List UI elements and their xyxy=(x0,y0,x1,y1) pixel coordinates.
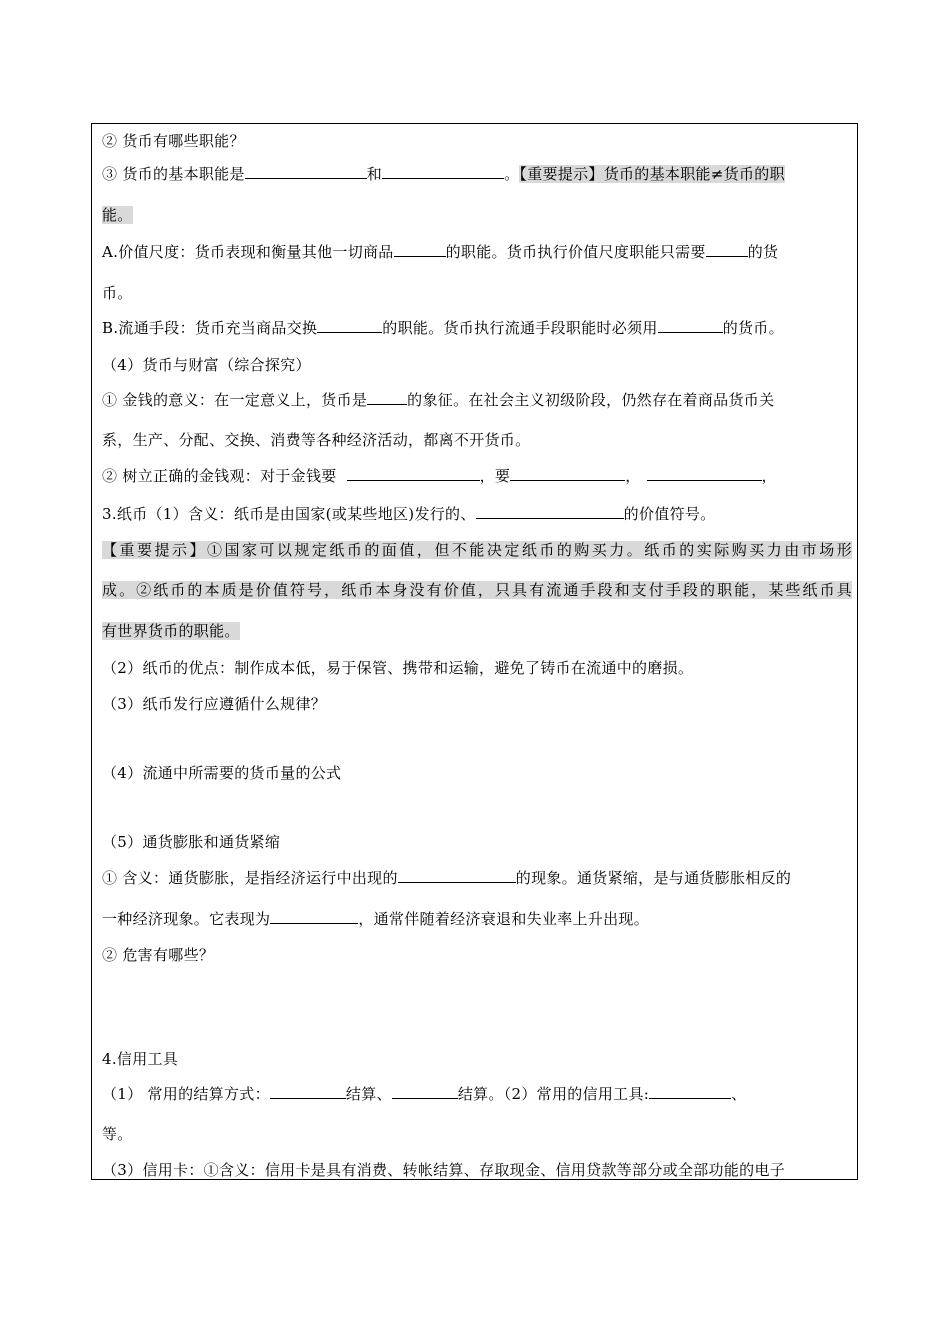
answer-blank[interactable] xyxy=(270,909,358,924)
line-basic-functions: ③ 货币的基本职能是 和 。【重要提示】货币的基本职能≠货币的职 xyxy=(102,165,785,183)
answer-blank[interactable] xyxy=(398,868,516,883)
line-tip-paper-2: 成。②纸币的本质是价值符号，纸币本身没有价值，只具有流通手段和支付手段的职能，某些纸币具 xyxy=(102,581,852,599)
answer-blank[interactable] xyxy=(270,1084,346,1099)
line-value-measure-cont: 币。 xyxy=(102,284,133,302)
line-paper-law: （3）纸币发行应遵循什么规律？ xyxy=(102,695,327,713)
answer-blank[interactable] xyxy=(706,242,748,257)
line-deflation-def: 一种经济现象。它表现为 ，通常伴随着经济衰退和失业率上升出现。 xyxy=(102,910,650,928)
line-inflation-def: ① 含义：通货膨胀，是指经济运行中出现的 的现象。通货紧缩，是与通货膨胀相反的 xyxy=(102,869,792,887)
line-paper-money-def: 3.纸币（1）含义：纸币是由国家(或某些地区)发行的、 的价值符号。 xyxy=(102,505,716,523)
answer-blank[interactable] xyxy=(317,318,382,333)
line-basic-functions-cont: 能。 xyxy=(102,206,133,224)
answer-blank[interactable] xyxy=(476,504,624,519)
answer-blank[interactable] xyxy=(382,164,504,179)
line-money-functions-question: ② 货币有哪些职能？ xyxy=(102,132,245,150)
answer-blank[interactable] xyxy=(392,1084,458,1099)
answer-blank[interactable] xyxy=(367,390,407,405)
highlight-tip: 【重要提示】①国家可以规定纸币的面值，但不能决定纸币的购买力。纸币的实际购买力由市场形 xyxy=(102,541,852,559)
line-harm-question: ② 危害有哪些？ xyxy=(102,946,215,964)
highlight-tip: 【重要提示】货币的基本职能≠货币的职 xyxy=(519,165,785,183)
answer-blank[interactable] xyxy=(347,466,480,481)
line-money-view: ② 树立正确的金钱观：对于金钱要 ，要 ， ， xyxy=(102,467,777,485)
line-money-wealth: （4）货币与财富（综合探究） xyxy=(102,356,311,374)
answer-blank[interactable] xyxy=(510,466,625,481)
answer-blank[interactable] xyxy=(647,466,762,481)
line-money-meaning: ① 金钱的意义：在一定意义上，货币是 的象征。在社会主义初级阶段，仍然存在着商品货币关 xyxy=(102,391,775,409)
line-money-meaning-cont: 系，生产、分配、交换、消费等各种经济活动，都离不开货币。 xyxy=(102,431,531,449)
line-value-measure: A.价值尺度：货币表现和衡量其他一切商品 的职能。货币执行价值尺度职能只需要 的货 xyxy=(102,243,779,261)
line-credit-card: （3）信用卡：①含义：信用卡是具有消费、转帐结算、存取现金、信用贷款等部分或全部功能的电子 xyxy=(102,1161,786,1179)
line-tip-paper-1 xyxy=(102,540,852,560)
line-tip-paper-3: 有世界货币的职能。 xyxy=(102,622,240,640)
line-inflation-deflation: （5）通货膨胀和通货紧缩 xyxy=(102,833,281,851)
answer-blank[interactable] xyxy=(245,164,367,179)
line-circulation: B.流通手段：货币充当商品交换 的职能。货币执行流通手段职能时必须用 的货币。 xyxy=(102,319,784,337)
line-settlement-methods: （1） 常用的结算方式： 结算、 结算。（2）常用的信用工具: 、 xyxy=(102,1085,747,1103)
line-paper-advantages: （2）纸币的优点：制作成本低，易于保管、携带和运输，避免了铸币在流通中的磨损。 xyxy=(102,659,694,677)
line-credit-tools: 4.信用工具 xyxy=(102,1050,179,1068)
answer-blank[interactable] xyxy=(649,1084,731,1099)
line-money-formula: （4）流通中所需要的货币量的公式 xyxy=(102,764,342,782)
document-frame xyxy=(91,123,858,1180)
answer-blank[interactable] xyxy=(658,318,723,333)
answer-blank[interactable] xyxy=(394,242,446,257)
line-settlement-cont: 等。 xyxy=(102,1125,133,1143)
